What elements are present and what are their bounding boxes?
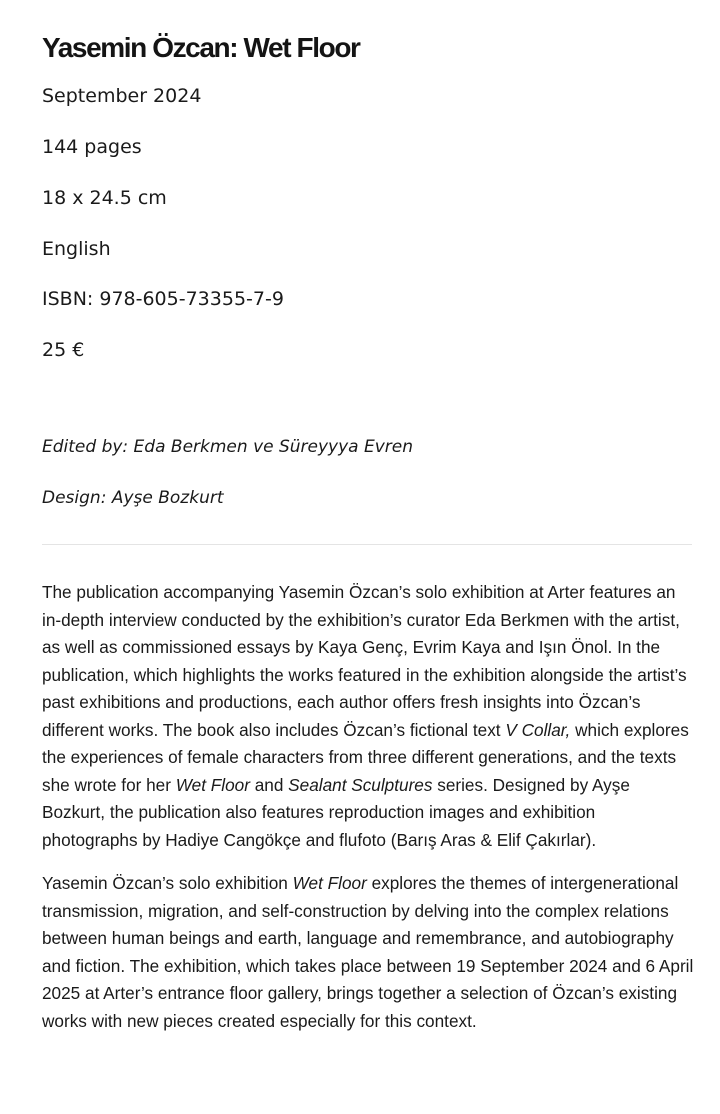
isbn: ISBN: 978-605-73355-7-9 — [42, 288, 284, 310]
description-text-italic: Wet Floor — [175, 774, 250, 795]
price: 25 € — [42, 339, 85, 361]
section-divider — [42, 544, 692, 545]
dimensions: 18 x 24.5 cm — [42, 187, 167, 209]
description-text-italic: Wet Floor — [292, 873, 367, 893]
description-text: Yasemin Özcan’s solo exhibition — [42, 873, 293, 893]
description-text: explores the themes of intergenerational transmission, migration, and self-construction by delving into the complex relations between human beings and earth, language and remembrance, and autobiography and fiction. The exhibition, which takes place between 19 September 2024 and 6 April 2025 at Arter’s entrance floor gallery, brings together a selection of Özcan’s existing works with new pieces created especially for this context. — [42, 873, 694, 1031]
description-text: The publication accompanying Yasemin Özcan’s solo exhibition at Arter features an in-depth interview conducted by the exhibition’s curator Eda Berkmen with the artist, as well as commissioned essays by Kaya Genç, Evrim Kaya and Işın Önol. In the publication, which highlights the works featured in the exhibition alongside the artist’s past exhibitions and productions, each author offers fresh insights into Özcan’s different works. The book also includes Özcan’s fictional text — [42, 582, 687, 740]
description-text-italic: Sealant Sculptures — [288, 774, 433, 795]
page-count: 144 pages — [42, 136, 142, 158]
description-text: which explores the experiences of female characters from three different generations, and the texts she wrote for her — [42, 719, 689, 795]
description-text: and — [249, 774, 289, 795]
design-credit: Design: Ayşe Bozkurt — [42, 488, 224, 508]
book-description — [42, 579, 694, 1035]
description-paragraph — [42, 579, 694, 854]
language: English — [42, 238, 111, 260]
description-paragraph — [42, 870, 694, 1035]
editors-credit: Edited by: Eda Berkmen ve Süreyyya Evren — [42, 437, 414, 457]
publication-date: September 2024 — [42, 85, 202, 107]
book-title: Yasemin Özcan: Wet Floor — [42, 32, 360, 63]
description-text-italic: V Collar, — [505, 719, 571, 740]
description-text: series. Designed by Ayşe Bozkurt, the publication also features reproduction images and exhibition photographs by Hadiye Cangökçe and flufoto (Barış Aras & Elif Çakırlar). — [42, 774, 630, 850]
